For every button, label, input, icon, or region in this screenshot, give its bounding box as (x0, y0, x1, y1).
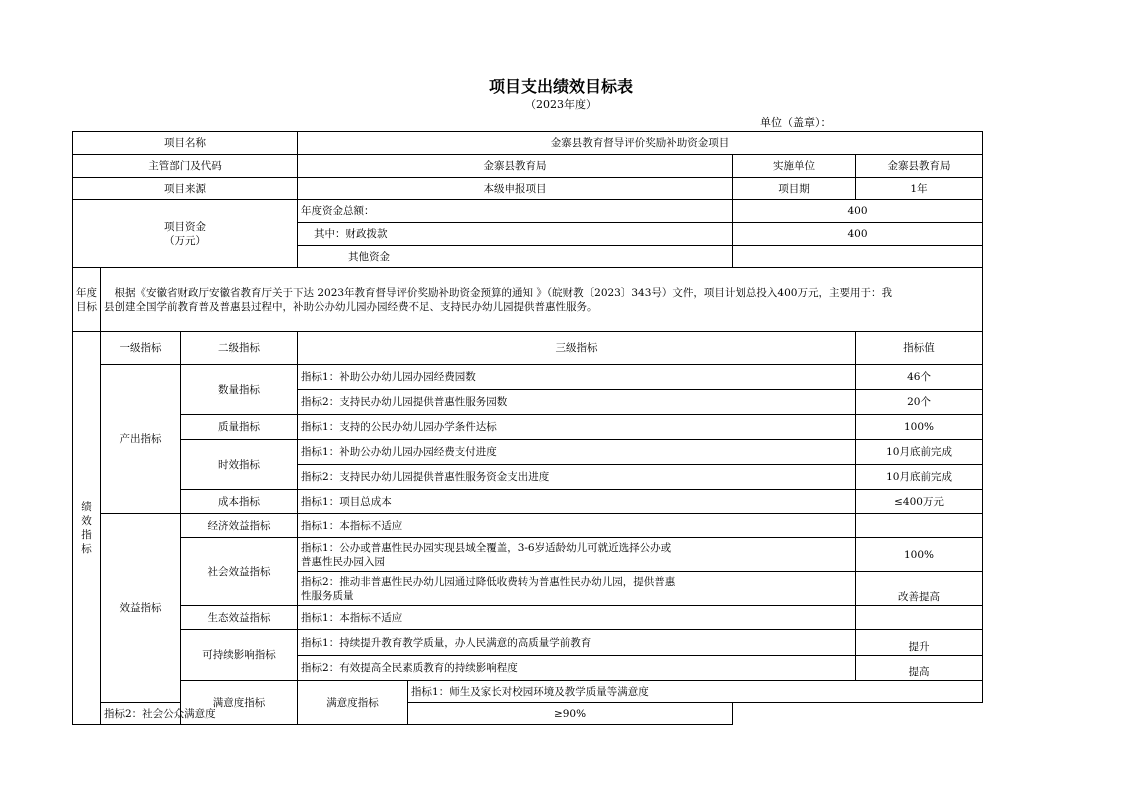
unit-stamp-label: 单位（盖章）： (760, 116, 832, 129)
annual-total-label: 年度资金总额： (298, 200, 733, 223)
indicator-name: 指标1：补助公办幼儿园办园经费支付进度 (298, 440, 856, 465)
indicator-value: 提高 (856, 656, 983, 681)
other-funds-value (733, 246, 983, 268)
indicator-name: 指标1：师生及家长对校园环境及教学质量等满意度 (408, 681, 983, 703)
indicator-name (298, 572, 856, 606)
section-char: 标 (81, 543, 92, 555)
fiscal-year: （2023年度） (525, 98, 597, 111)
indicator-value: 提升 (856, 630, 983, 656)
ecological-benefit-label: 生态效益指标 (181, 606, 298, 630)
cost-indicators-label: 成本指标 (181, 490, 298, 514)
project-period-label: 项目期 (733, 178, 856, 200)
timeliness-indicators-label: 时效指标 (181, 440, 298, 490)
annual-goal-label-line1: 年度 (76, 286, 97, 299)
department-row (73, 155, 983, 178)
performance-indicators-label (73, 332, 101, 725)
indicator-name: 指标1：项目总成本 (298, 490, 856, 514)
fiscal-allocation-value: 400 (733, 223, 983, 246)
department-label: 主管部门及代码 (73, 155, 298, 178)
annual-goal-line1: 根据《安徽省财政厅安徽省教育厅关于下达 2023年教育督导评价奖励补助资金预算的通知 》（皖财教〔2023〕343号）文件，项目计划总投入400万元，主要用于：我 (104, 286, 892, 299)
table-row (73, 681, 983, 703)
satisfaction-level2-label: 满意度指标 (298, 681, 408, 725)
table-row (73, 538, 983, 572)
indicator-name: 指标2：支持民办幼儿园提供普惠性服务资金支出进度 (298, 465, 856, 490)
indicator-value: 10月底前完成 (856, 465, 983, 490)
indicator-value: 20个 (856, 390, 983, 415)
indicator-name: 指标1：支持的公民办幼儿园办学条件达标 (298, 415, 856, 440)
indicator-name-line1: 指标2：推动非普惠性民办幼儿园通过降低收费转为普惠性民办幼儿园，提供普惠 (301, 575, 676, 588)
table-row (73, 606, 983, 630)
indicator-value: ≥90% (408, 703, 733, 725)
department-value: 金寨县教育局 (298, 155, 733, 178)
funds-total-row (73, 200, 983, 223)
project-name-row (73, 132, 983, 155)
economic-benefit-label: 经济效益指标 (181, 514, 298, 538)
project-funds-label (73, 200, 298, 268)
project-name-label: 项目名称 (73, 132, 298, 155)
indicator-header-row (73, 332, 983, 365)
indicator-name: 指标1：本指标不适应 (298, 606, 856, 630)
quality-indicators-label: 质量指标 (181, 415, 298, 440)
other-funds-label: 其他资金 (298, 246, 733, 268)
table-row (73, 365, 983, 390)
performance-target-table (72, 131, 983, 725)
output-indicators-label: 产出指标 (101, 365, 181, 514)
table-row (73, 415, 983, 440)
section-char: 效 (81, 515, 92, 527)
quantity-indicators-label: 数量指标 (181, 365, 298, 415)
indicator-value: 改善提高 (856, 572, 983, 606)
annual-goal-row (73, 268, 983, 332)
indicator-name: 指标1：补助公办幼儿园办园经费园数 (298, 365, 856, 390)
benefit-indicators-label: 效益指标 (101, 514, 181, 703)
indicator-value: ≤400万元 (856, 490, 983, 514)
indicator-value: 100% (856, 415, 983, 440)
table-row (73, 630, 983, 656)
indicator-name-line2: 普惠性民办园入园 (301, 555, 386, 568)
implementing-unit-value: 金寨县教育局 (856, 155, 983, 178)
indicator-value (856, 606, 983, 630)
header-level3: 三级指标 (298, 332, 856, 365)
annual-goal-label (73, 268, 101, 332)
annual-total-value: 400 (733, 200, 983, 223)
social-benefit-label: 社会效益指标 (181, 538, 298, 606)
indicator-name: 指标1：持续提升教育教学质量，办人民满意的高质量学前教育 (298, 630, 856, 656)
header-level1: 一级指标 (101, 332, 181, 365)
indicator-value: 10月底前完成 (856, 440, 983, 465)
indicator-value: 46个 (856, 365, 983, 390)
indicator-name-line2: 性服务质量 (301, 589, 354, 602)
project-funds-label-line2: （万元） (164, 234, 206, 247)
table-row (73, 440, 983, 465)
indicator-name: 指标1：本指标不适应 (298, 514, 856, 538)
page-title: 项目支出绩效目标表 (488, 77, 633, 96)
annual-goal-label-line2: 目标 (76, 300, 97, 313)
header-level2: 二级指标 (181, 332, 298, 365)
fiscal-allocation-label: 其中：财政拨款 (298, 223, 733, 246)
annual-goal-line2: 县创建全国学前教育普及普惠县过程中，补助公办幼儿园办园经费不足、支持民办幼儿园提供普惠性服务。 (104, 300, 598, 313)
project-funds-label-line1: 项目资金 (164, 220, 206, 233)
project-period-value: 1年 (856, 178, 983, 200)
indicator-name: 指标2：有效提高全民素质教育的持续影响程度 (298, 656, 856, 681)
project-source-label: 项目来源 (73, 178, 298, 200)
project-source-value: 本级申报项目 (298, 178, 733, 200)
indicator-value (856, 514, 983, 538)
section-char: 绩 (81, 501, 92, 513)
project-name-value: 金寨县教育督导评价奖励补助资金项目 (298, 132, 983, 155)
indicator-name-line1: 指标1：公办或普惠性民办园实现县域全覆盖，3-6岁适龄幼儿可就近选择公办或 (301, 541, 672, 554)
indicator-name: 指标2：支持民办幼儿园提供普惠性服务园数 (298, 390, 856, 415)
table-row (73, 490, 983, 514)
indicator-value: 100% (856, 538, 983, 572)
section-char: 指 (81, 529, 92, 541)
annual-goal-text (101, 268, 983, 332)
table-row (73, 703, 983, 725)
project-source-row (73, 178, 983, 200)
indicator-name: 指标2：社会公众满意度 (101, 703, 408, 725)
header-value: 指标值 (856, 332, 983, 365)
table-row (73, 514, 983, 538)
sustainability-label: 可持续影响指标 (181, 630, 298, 681)
satisfaction-level1-label: 满意度指标 (181, 681, 298, 725)
implementing-unit-label: 实施单位 (733, 155, 856, 178)
indicator-name (298, 538, 856, 572)
